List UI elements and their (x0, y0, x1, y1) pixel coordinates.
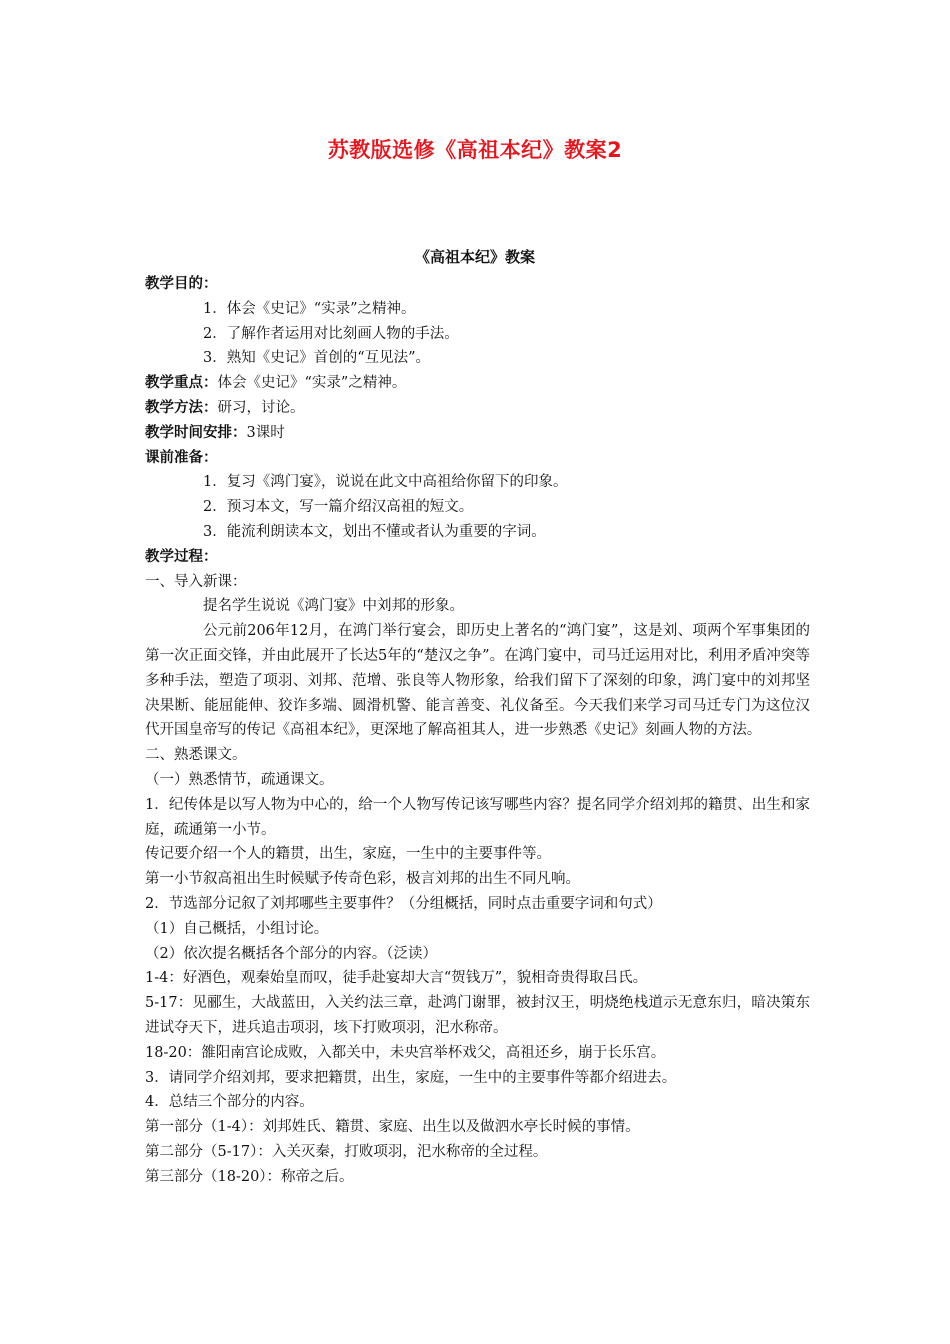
part-1-summary: 第一部分（1-4）：刘邦姓氏、籍贯、家庭、出生以及做泗水亭长时候的事情。 (145, 1119, 640, 1136)
part-2-summary: 第二部分（5-17）：入关灭秦，打败项羽，汜水称帝的全过程。 (145, 1143, 548, 1160)
document-body (145, 272, 810, 1189)
section2-heading: 二、熟悉课文。 (145, 747, 247, 764)
process-label: 教学过程： (145, 548, 218, 565)
intro-paragraph: 公元前206年12月，在鸿门举行宴会，即历史上著名的“鸿门宴”，这是刘、项两个军事集团的第一次正面交锋，并由此展开了长达5年的“楚汉之争”。在鸿门宴中，司马迁运用对比，利用矛盾冲突等多种手法，塑造了项羽、刘邦、范增、张良等人物形象，给我们留下了深刻的印象，鸿门宴中的刘邦坚决果断、能屈能伸、狡诈多端、圆滑机警、能言善变、礼仪备至。今天我们来学习司马迁专门为这位汉代开国皇帝写的传记《高祖本纪》，更深地了解高祖其人，进一步熟悉《史记》刻画人物的方法。 (145, 623, 810, 739)
objectives-label: 教学目的： (145, 276, 218, 292)
part-3-summary: 第三部分（18-20）：称帝之后。 (145, 1168, 354, 1185)
focus-text: 体会《史记》“实录”之精神。 (217, 375, 407, 392)
summary-18-20: 18-20：雒阳南宫论成败，入都关中，未央宫举杯戏父，高祖还乡，崩于长乐宫。 (145, 1044, 666, 1061)
question-3: 3．请同学介绍刘邦，要求把籍贯，出生，家庭，一生中的主要事件等都介绍进去。 (145, 1069, 677, 1086)
focus-label: 教学重点： (145, 375, 218, 392)
question-4: 4．总结三个部分的内容。 (145, 1094, 314, 1111)
objective-item: 2．了解作者运用对比刻画人物的手法。 (203, 325, 459, 342)
question-1-note: 第一小节叙高祖出生时候赋予传奇色彩，极言刘邦的出生不同凡响。 (145, 871, 580, 888)
objective-item: 1．体会《史记》“实录”之精神。 (203, 300, 416, 317)
document-title: 苏教版选修《高祖本纪》教案2 (327, 138, 623, 162)
prep-item: 2．预习本文，写一篇介绍汉高祖的短文。 (203, 499, 474, 516)
intro-prompt: 提名学生说说《鸿门宴》中刘邦的形象。 (203, 598, 464, 615)
prep-item: 1．复习《鸿门宴》，说说在此文中高祖给你留下的印象。 (203, 474, 568, 491)
intro-heading: 一、导入新课： (145, 573, 247, 590)
prep-item: 3．能流利朗读本文，划出不懂或者认为重要的字词。 (203, 523, 546, 540)
prep-label: 课前准备： (145, 449, 218, 466)
method-label: 教学方法： (145, 399, 218, 416)
summary-1-4: 1-4：好酒色，观秦始皇而叹，徒手赴宴却大言“贺钱万”，貌相奇贵得取吕氏。 (145, 970, 648, 987)
objective-item: 3．熟知《史记》首创的“互见法”。 (203, 350, 431, 367)
schedule-text: 3课时 (246, 424, 285, 441)
section2-subheading: （一）熟悉情节，疏通课文。 (145, 771, 334, 788)
lesson-plan-subtitle: 《高祖本纪》教案 (414, 248, 535, 266)
schedule-label: 教学时间安排： (145, 424, 247, 441)
focus-row (145, 371, 810, 396)
summary-5-17: 5-17：见郦生，大战蓝田，入关约法三章，赴鸿门谢罪，被封汉王，明烧绝栈道示无意东归，暗决策东进试夺天下，进兵追击项羽，垓下打败项羽，汜水称帝。 (145, 995, 810, 1036)
method-row (145, 396, 810, 421)
question-1-answer: 传记要介绍一个人的籍贯，出生，家庭，一生中的主要事件等。 (145, 846, 551, 863)
question-2-step: （1）自己概括，小组讨论。 (145, 920, 329, 937)
question-1: 1．纪传体是以写人物为中心的，给一个人物写传记该写哪些内容？提名同学介绍刘邦的籍贯、出生和家庭，疏通第一小节。 (145, 796, 810, 838)
schedule-row (145, 421, 810, 446)
question-2-step: （2）依次提名概括各个部分的内容。（泛读） (145, 945, 437, 962)
question-2: 2．节选部分记叙了刘邦哪些主要事件？（分组概括，同时点击重要字词和句式） (145, 895, 662, 912)
method-text: 研习，讨论。 (217, 399, 305, 416)
